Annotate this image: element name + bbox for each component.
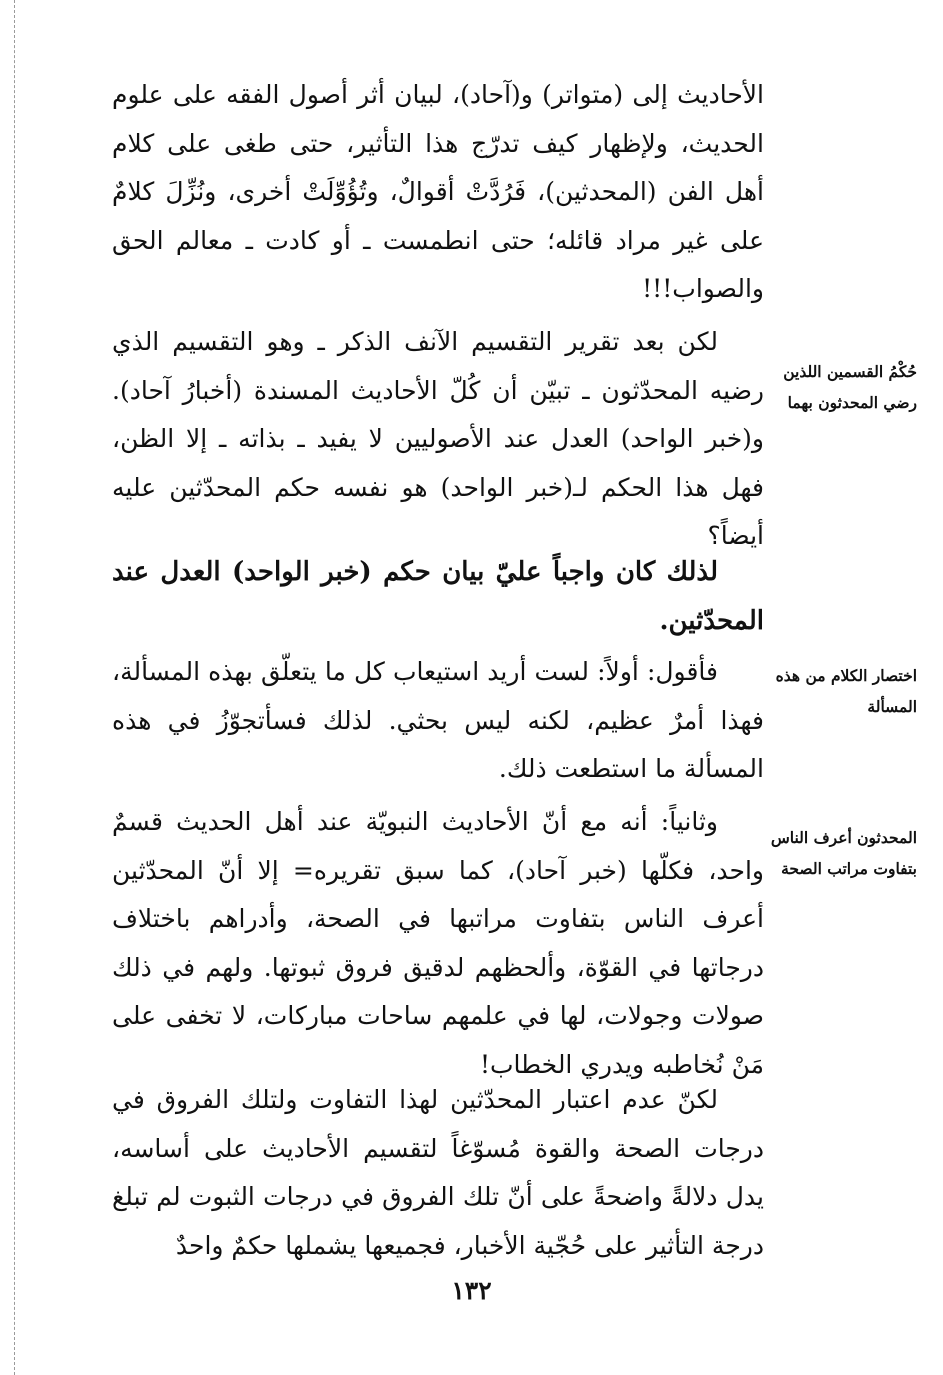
side-note-3: المحدثون أعرف الناس بتفاوت مراتب الصحة — [770, 828, 917, 878]
paragraph-2: لكن بعد تقرير التقسيم الآنف الذكر ـ وهو التقسيم الذي رضيه المحدّثون ـ تبيّن أن كُلّ الأحاديث المسندة (أخبارُ آحاد). و(خبر الواحد) العدل عند الأصوليين لا يفيد ـ بذاته ـ إلا الظن، فهل هذا الحكم لـ(خبر الواحد) هو نفسه حكم المحدّثين عليه أيضاً؟ — [112, 327, 764, 550]
side-note-2: اختصار الكلام من هذه المسألة — [775, 666, 917, 716]
page-number: ١٣٢ — [451, 1276, 492, 1305]
paragraph-3: لذلك كان واجباً عليّ بيان حكم (خبر الواحد) العدل عند المحدّثين. — [112, 557, 764, 636]
page-edge-line — [14, 0, 15, 1375]
paragraph-1: الأحاديث إلى (متواتر) و(آحاد)، لبيان أثر أصول الفقه على علوم الحديث، ولإظهار كيف تدرّج هذا التأثير، حتى طغى على كلام أهل الفن (المحدثين)، فَرُدَّتْ أقوالٌ، وتُؤُوِّلَتْ أخرى، ونُزِّلَ كلامٌ على غير مراد قائله؛ حتى انطمست ـ أو كادت ـ معالم الحق والصواب!!! — [112, 80, 764, 303]
paragraph-5: وثانياً: أنه مع أنّ الأحاديث النبويّة عند أهل الحديث قسمٌ واحد، فكلّها (خبر آحاد)، كما سبق تقريره= إلا أنّ المحدّثين أعرف الناس بتفاوت مراتبها في الصحة، وأدراهم باختلاف درجاتها في القوّة، وألحظهم لدقيق فروق ثبوتها. ولهم في ذلك صولات وجولات، لها في علمهم ساحات مباركات، لا تخفى على مَنْ نُخاطبه ويدري الخطاب! — [112, 807, 764, 1079]
paragraph-4: فأقول: أولاً: لست أريد استيعاب كل ما يتعلّق بهذه المسألة، فهذا أمرٌ عظيم، لكنه ليس بحثي. لذلك فسأتجوّزُ في هذه المسألة ما استطعت ذلك. — [112, 657, 764, 783]
paragraph-6: لكنّ عدم اعتبار المحدّثين لهذا التفاوت ولتلك الفروق في درجات الصحة والقوة مُسوّغاً لتقسيم الأحاديث على أساسه، يدل دلالةً واضحةً على أنّ تلك الفروق في درجات الثبوت لم تبلغ درجة التأثير على حُجّية الأخبار، فجميعها يشملها حكمٌ واحدٌ — [112, 1085, 764, 1260]
side-note-1: حُكْمُ القسمين اللذين رضي المحدثون بهما — [783, 362, 917, 412]
